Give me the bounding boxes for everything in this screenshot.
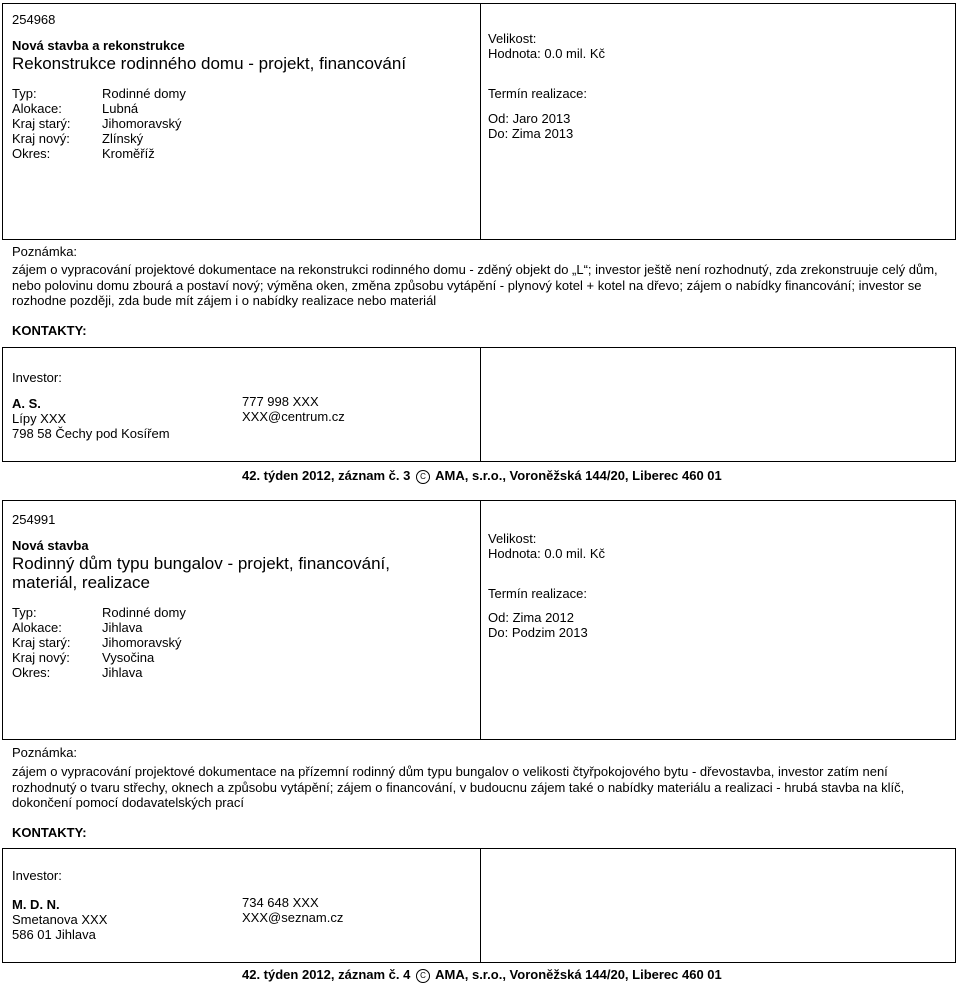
field-value: Lubná — [102, 101, 139, 116]
note-label: Poznámka: — [12, 244, 78, 259]
record-title: Rekonstrukce rodinného domu - projekt, financování — [12, 54, 407, 73]
record-id: 254991 — [12, 512, 56, 527]
investor-name: M. D. N. — [12, 897, 60, 912]
footer-week: 42. týden 2012, záznam č. 4 — [242, 967, 411, 982]
investor-city: 586 01 Jihlava — [12, 927, 96, 942]
investor-label: Investor: — [12, 370, 62, 385]
record-254991 — [2, 0, 956, 985]
field-label: Okres: — [12, 146, 51, 161]
footer-company: AMA, s.r.o., Voroněžská 144/20, Liberec 460 01 — [435, 967, 722, 982]
field-label: Alokace: — [12, 101, 62, 116]
note-text: zájem o vypracování projektové dokumentace na rekonstrukci rodinného domu - zděný objekt do „L“; investor ještě není rozhodnutý, zda zrekonstruuje celý dům, nebo polovinu domu zbourá a postaví nový; výměna oken, změna způsobu vytápění - plynový kotel + kotel na dřevo; zájem o nabídky financování; investor se rozhodne později, zda bude mít zájem i o nabídky realizace nebo materiál — [12, 262, 938, 308]
field-kraj-stary — [12, 635, 181, 650]
field-alokace — [12, 620, 142, 635]
field-value: Jihlava — [102, 620, 143, 635]
record-category: Nová stavba — [12, 538, 89, 553]
field-label: Typ: — [12, 605, 37, 620]
copyright-icon: C — [416, 470, 430, 484]
field-label: Typ: — [12, 86, 37, 101]
field-label: Alokace: — [12, 620, 62, 635]
investor-city: 798 58 Čechy pod Kosířem — [12, 426, 170, 441]
investor-phone: 777 998 XXX — [242, 394, 319, 409]
footer-company: AMA, s.r.o., Voroněžská 144/20, Liberec 460 01 — [435, 468, 722, 483]
investor-email: XXX@seznam.cz — [242, 910, 344, 925]
footer-week: 42. týden 2012, záznam č. 3 — [242, 468, 411, 483]
field-value: Rodinné domy — [102, 605, 186, 620]
term-label: Termín realizace: — [488, 86, 587, 101]
size-label: Velikost: — [488, 531, 537, 546]
field-label: Kraj starý: — [12, 116, 71, 131]
size-label: Velikost: — [488, 31, 537, 46]
contacts-box — [2, 848, 956, 963]
field-label: Kraj starý: — [12, 635, 71, 650]
term-label: Termín realizace: — [488, 586, 587, 601]
term-from: Od: Zima 2012 — [488, 610, 574, 625]
field-okres — [12, 665, 142, 680]
record-header-divider — [480, 500, 481, 740]
term-to: Do: Podzim 2013 — [488, 625, 588, 640]
record-title: Rodinný dům typu bungalov - projekt, financování, materiál, realizace — [12, 554, 391, 592]
field-value: Jihlava — [102, 665, 143, 680]
investor-street: Smetanova XXX — [12, 912, 108, 927]
value-text: Hodnota: 0.0 mil. Kč — [488, 546, 606, 561]
record-id: 254968 — [12, 12, 56, 27]
field-value: Jihomoravský — [102, 116, 182, 131]
contacts-label: KONTAKTY: — [12, 825, 87, 840]
contacts-label: KONTAKTY: — [12, 323, 87, 338]
contacts-divider — [480, 848, 481, 963]
investor-street: Lípy XXX — [12, 411, 67, 426]
investor-label: Investor: — [12, 868, 62, 883]
field-kraj-novy — [12, 650, 154, 665]
record-header-box — [2, 500, 956, 740]
field-label: Okres: — [12, 665, 51, 680]
field-typ — [12, 605, 186, 620]
value-text: Hodnota: 0.0 mil. Kč — [488, 46, 606, 61]
term-to: Do: Zima 2013 — [488, 126, 574, 141]
investor-phone: 734 648 XXX — [242, 895, 319, 910]
field-label: Kraj nový: — [12, 650, 70, 665]
note-label: Poznámka: — [12, 745, 78, 760]
investor-email: XXX@centrum.cz — [242, 409, 345, 424]
copyright-icon: C — [416, 969, 430, 983]
note-text: zájem o vypracování projektové dokumentace na přízemní rodinný dům typu bungalov o velikosti čtyřpokojového bytu - dřevostavba, investor zatím není rozhodnutý o tvaru střechy, oknech a způsobu vytápění; zájem o financování, v budoucnu zájem také o nabídky materiálu a realizaci - hrubá stavba na klíč, dokončení pomocí dodavatelských prací — [12, 764, 905, 810]
record-category: Nová stavba a rekonstrukce — [12, 38, 185, 53]
field-value: Jihomoravský — [102, 635, 182, 650]
investor-name: A. S. — [12, 396, 41, 411]
field-value: Zlínský — [102, 131, 144, 146]
record-footer — [242, 967, 722, 983]
term-from: Od: Jaro 2013 — [488, 111, 571, 126]
field-label: Kraj nový: — [12, 131, 70, 146]
field-value: Rodinné domy — [102, 86, 186, 101]
field-value: Kroměříž — [102, 146, 155, 161]
field-value: Vysočina — [102, 650, 155, 665]
